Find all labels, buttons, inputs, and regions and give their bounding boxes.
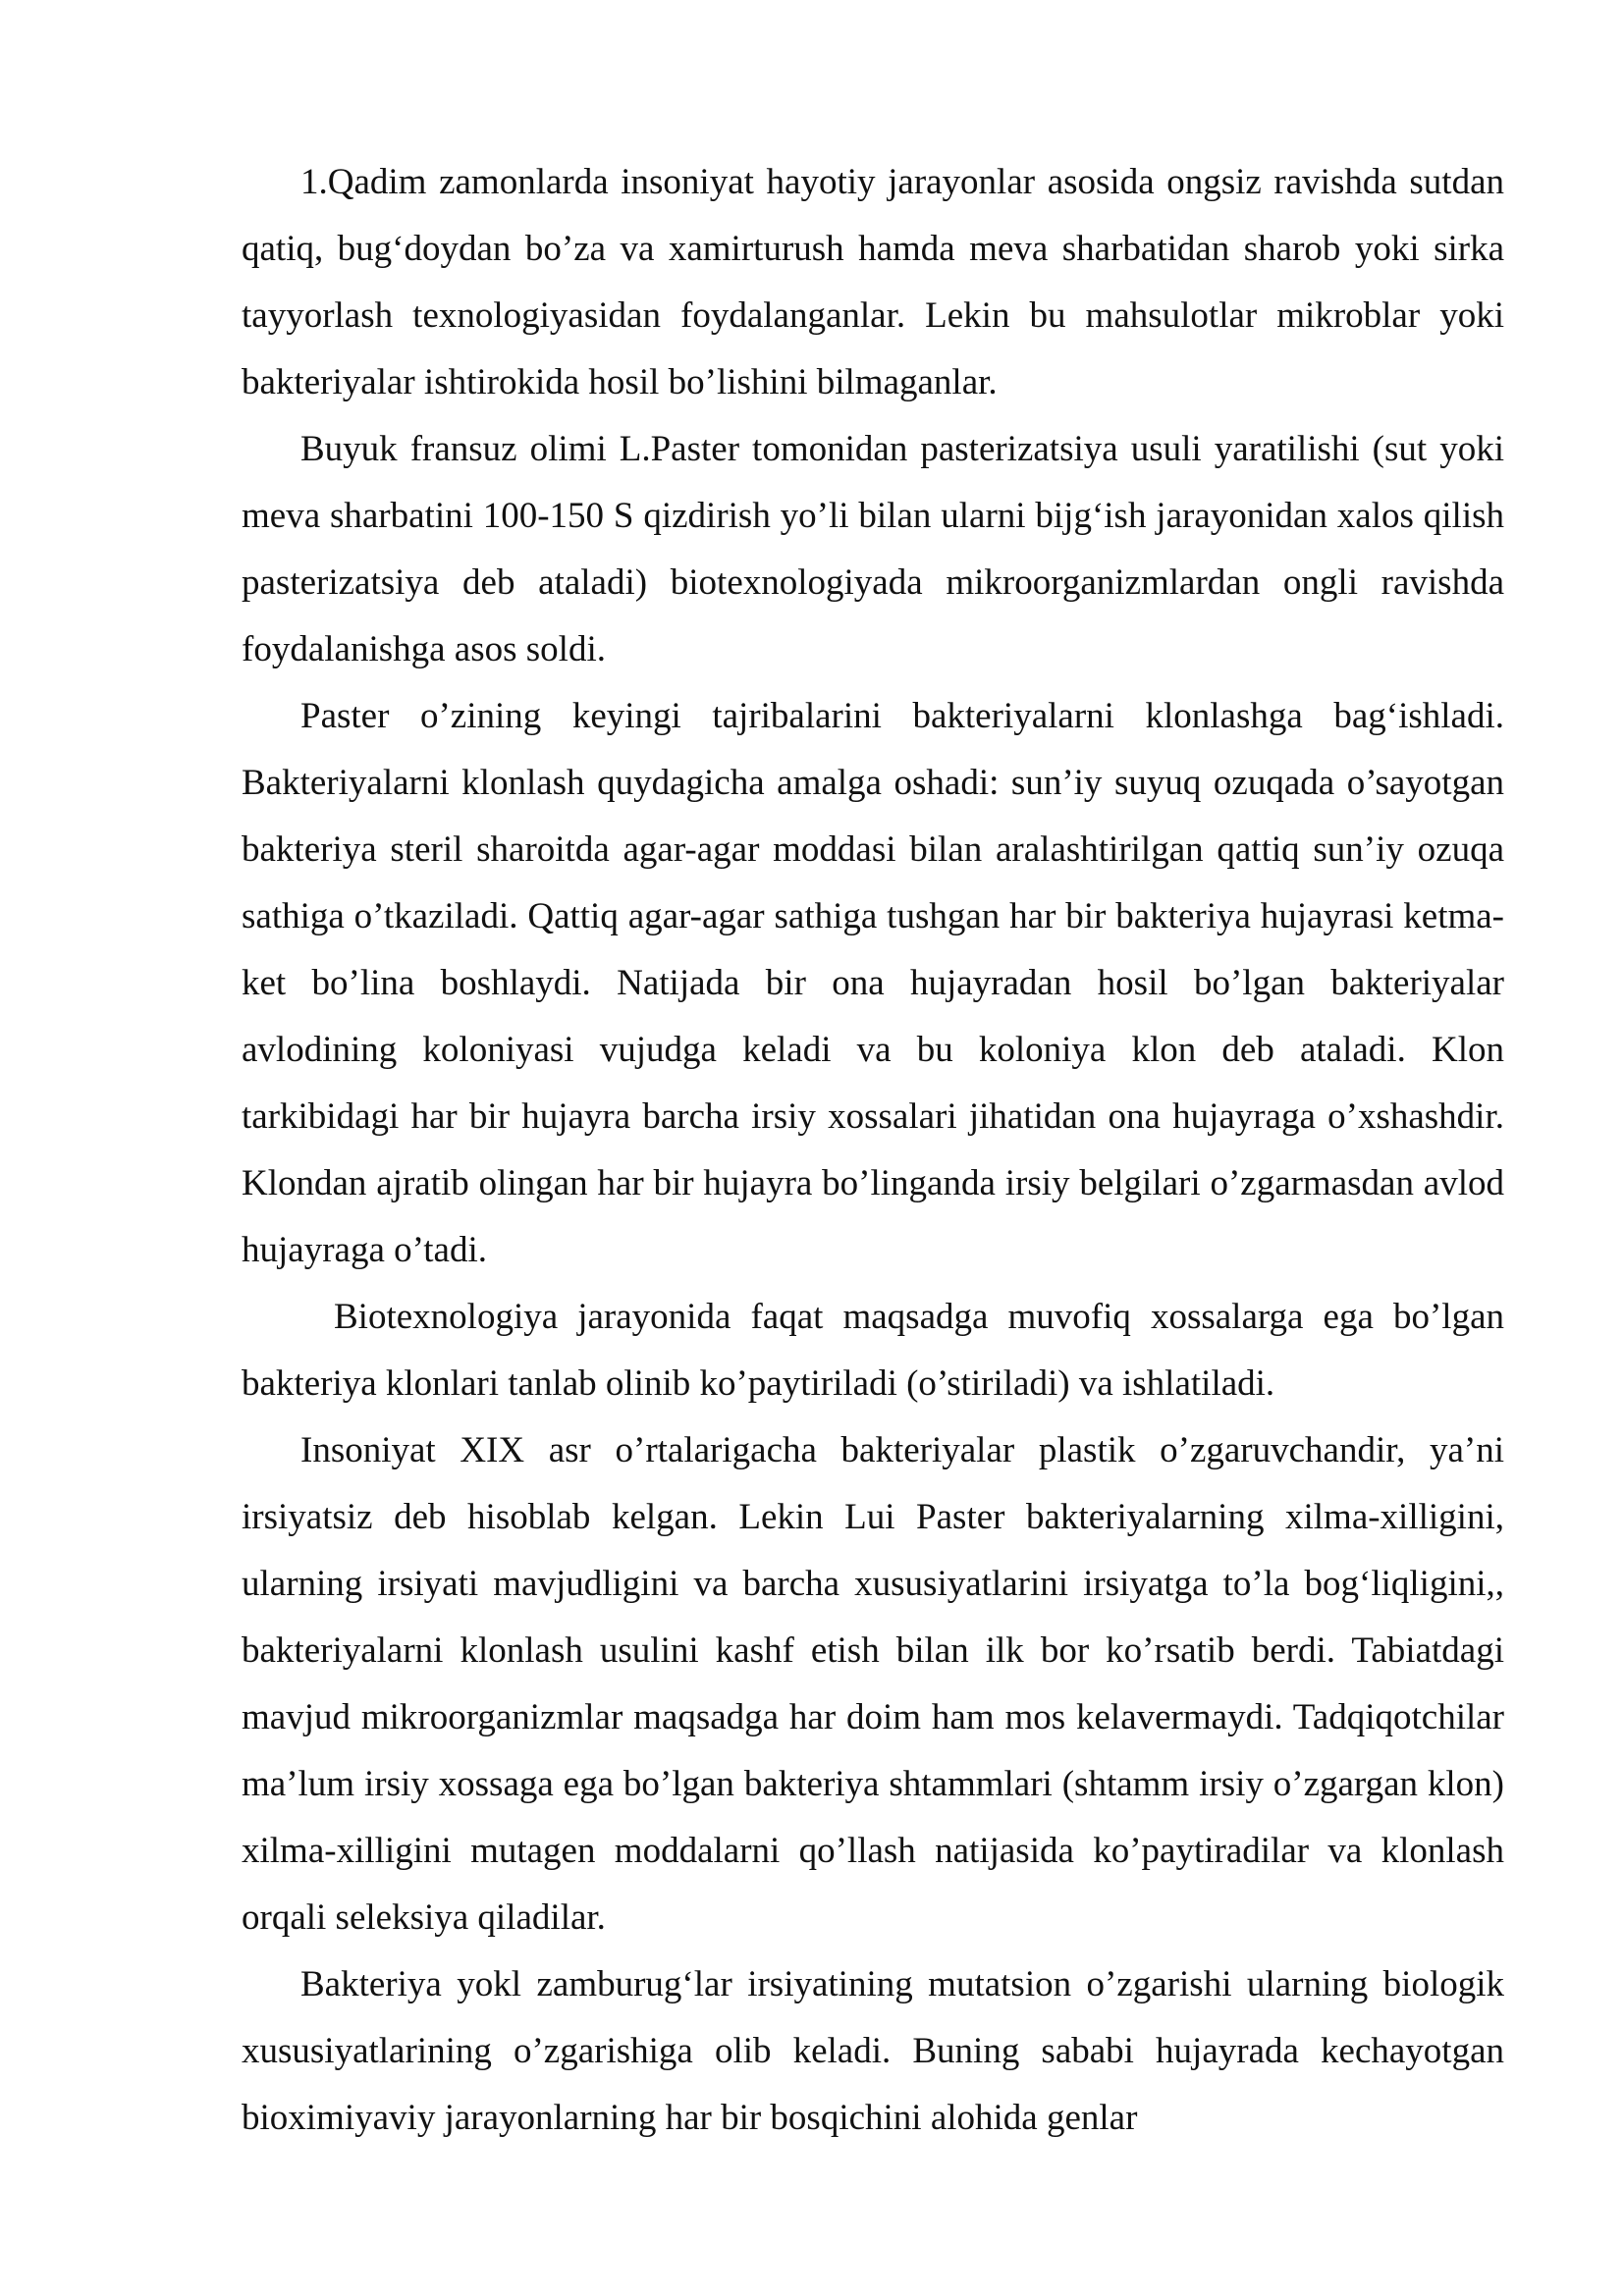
paragraph-mutation: Bakteriya yokl zamburug‘lar irsiyatining mutatsion o’zgarishi ularning biologik xususiyatlarining o’zgarishiga olib keladi. Buning sababi hujayrada kechayotgan bioximiyaviy jarayonlarning har bir bosqichini alohida genlar <box>242 1964 1504 2138</box>
paragraph-ancient-fermentation: 1.Qadim zamonlarda insoniyat hayotiy jarayonlar asosida ongsiz ravishda sutdan qatiq, bug‘doydan bo’za va xamirturush hamda meva sharbatidan sharob yoki sirka tayyorlash texnologiyasidan foydalanganlar. Lekin bu mahsulotlar mikroblar yoki bakteriyalar ishtirokida hosil bo’lishini bilmaganlar. <box>242 162 1504 402</box>
paragraph-pasteurization: Buyuk fransuz olimi L.Paster tomonidan pasterizatsiya usuli yaratilishi (sut yoki meva sharbatini 100-150 S qizdirish yo’li bilan ularni bijg‘ish jarayonidan xalos qilish pasterizatsiya deb ataladi) biotexnologiyada mikroorganizmlardan ongli ravishda foydalanishga asos soldi. <box>242 429 1504 669</box>
paragraph-bacterial-heredity: Insoniyat XIX asr o’rtalarigacha bakteriyalar plastik o’zgaruvchandir, ya’ni irsiyatsiz deb hisoblab kelgan. Lekin Lui Paster bakteriyalarning xilma-xilligini, ularning irsiyati mavjudligini va barcha xususiyatlarini irsiyatga to’la bog‘liqligini,, bakteriyalarni klonlash usulini kashf etish bilan ilk bor ko’rsatib berdi. Tabiatdagi mavjud mikroorganizmlar maqsadga har doim ham mos kelavermaydi. Tadqiqotchilar ma’lum irsiy xossaga ega bo’lgan bakteriya shtammlari (shtamm irsiy o’zgargan klon) xilma-xilligini mutagen moddalarni qo’llash natijasida ko’paytiradilar va klonlash orqali seleksiya qiladilar. <box>242 1430 1504 1938</box>
document-body <box>242 149 1504 2152</box>
paragraph-biotech-clones: Biotexnologiya jarayonida faqat maqsadga muvofiq xossalarga ega bo’lgan bakteriya klonlari tanlab olinib ko’paytiriladi (o’stiriladi) va ishlatiladi. <box>242 1297 1504 1404</box>
paragraph-bacteria-cloning: Paster o’zining keyingi tajribalarini bakteriyalarni klonlashga bag‘ishladi. Bakteriyalarni klonlash quydagicha amalga oshadi: sun’iy suyuq ozuqada o’sayotgan bakteriya steril sharoitda agar-agar moddasi bilan aralashtirilgan qattiq sun’iy ozuqa sathiga o’tkaziladi. Qattiq agar-agar sathiga tushgan har bir bakteriya hujayrasi ketma-ket bo’lina boshlaydi. Natijada bir ona hujayradan hosil bo’lgan bakteriyalar avlodining koloniyasi vujudga keladi va bu koloniya klon deb ataladi. Klon tarkibidagi har bir hujayra barcha irsiy xossalari jihatidan ona hujayraga o’xshashdir. Klondan ajratib olingan har bir hujayra bo’linganda irsiy belgilari o’zgarmasdan avlod hujayraga o’tadi. <box>242 696 1504 1270</box>
